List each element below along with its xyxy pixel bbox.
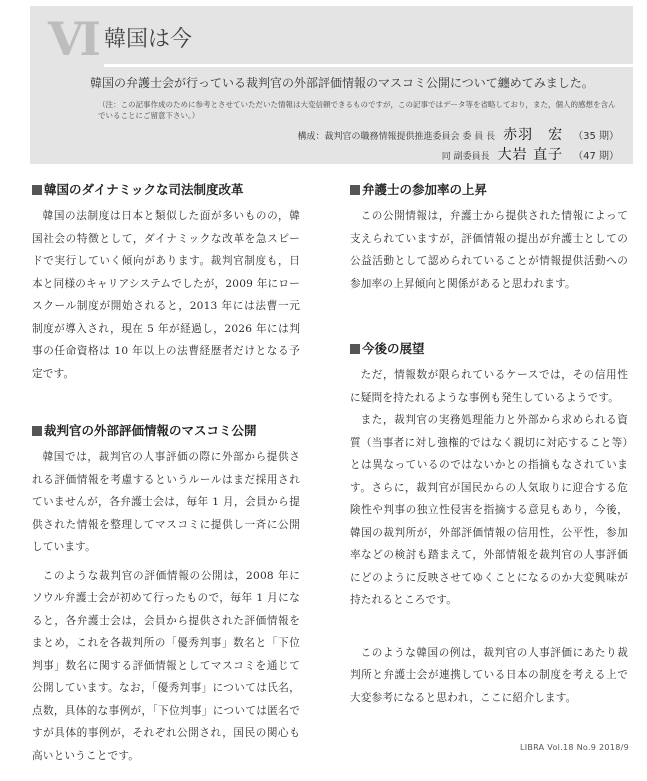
- paragraph: このような韓国の例は，裁判官の人事評価にあたり裁判所と弁護士会が連携している日本の制度を考える上で大変参考になると思われ，ここに紹介します。: [350, 646, 628, 704]
- credit-name: 大岩 直子: [497, 147, 564, 163]
- section-participation-rate: [350, 180, 628, 295]
- credit-vice-chair: [442, 144, 619, 164]
- paragraph: 韓国の法制度は日本と類似した面が多いものの，韓国社会の特徴として，ダイナミックな改革を急スピードで実行していく傾向があります。裁判官制度も，日本と同様のキャリアシステムでしたが，2009 年にロースクール制度が開始されると，2013 年には法曹一元制度が導入され，現在 5 年が経過し，2026 年には判事の任命資格は 10 年以上の法曹経歴者だけとなる予定です。: [32, 210, 300, 380]
- article-header: [30, 6, 633, 164]
- page-footer: LIBRA Vol.18 No.9 2018/9: [519, 743, 629, 752]
- credit-role: 同 副委員長: [441, 152, 490, 162]
- editor-note: （注：この記事作成のために参考とさせていただいた情報は大変信頼できるものですが，この記事ではデータ等を省略しており，また，個人的感想を含んでいることにご留意下さい。）: [98, 100, 616, 120]
- credit-role: 構成：裁判官の職務情報提供推進委員会 委 員 長: [297, 132, 496, 142]
- section-media-disclosure: [32, 421, 300, 767]
- section-heading: 弁護士の参加率の上昇: [350, 180, 628, 198]
- credit-term: （35 期）: [573, 131, 619, 142]
- paragraph: ただ，情報数が限られているケースでは，その信用性に疑問を持たれるような事例も発生しているようです。: [350, 369, 628, 404]
- paragraph: このような裁判官の評価情報の公開は，2008 年にソウル弁護士会が初めて行ったもので，毎年 1 月になると，各弁護士会は，会員から提供された評価情報をまとめ，これを各裁判所の「優秀判事」数名と「下位判事」数名に関する評価情報としてマスコミを通じて公開しています。なお，「優秀判事」については氏名，点数，具体的な事例が，「下位判事」については匿名ですが具体的事例が，それぞれ公開され，国民の関心も高いということです。: [32, 569, 300, 762]
- square-bullet-icon: [350, 344, 360, 354]
- section-outlook: [350, 339, 628, 709]
- article-title: 韓国は今: [104, 27, 193, 52]
- section-heading: 裁判官の外部評価情報のマスコミ公開: [32, 421, 300, 439]
- credit-term: （47 期）: [573, 151, 619, 162]
- credit-name: 赤羽 宏: [503, 127, 564, 143]
- section-heading: 今後の展望: [350, 339, 628, 357]
- right-column: [350, 180, 628, 723]
- title-divider: [104, 64, 633, 67]
- square-bullet-icon: [32, 426, 42, 436]
- paragraph: 韓国では，裁判官の人事評価の際に外部から提供される評価情報を考慮するというルールはまだ採用されていませんが，各弁護士会は，毎年 1 月，会員から提供された情報を整理してマスコミに提供し一斉に公開しています。: [32, 451, 300, 553]
- chapter-numeral: Ⅵ: [48, 14, 99, 65]
- paragraph: この公開情報は，弁護士から提供された情報によって支えられていますが，評価情報の提出が弁護士としての公益活動として認められていることが情報提供活動への参加率の上昇傾向と関係があると思われます。: [350, 210, 628, 290]
- section-heading: 韓国のダイナミックな司法制度改革: [32, 180, 300, 198]
- credit-chair: [298, 124, 620, 144]
- square-bullet-icon: [350, 185, 360, 195]
- square-bullet-icon: [32, 185, 42, 195]
- article-lead: 韓国の弁護士会が行っている裁判官の外部評価情報のマスコミ公開について纏めてみました。: [90, 76, 594, 90]
- section-judicial-reform: [32, 180, 300, 385]
- left-column: [32, 180, 300, 781]
- paragraph: また，裁判官の実務処理能力と外部から求められる資質（当事者に対し強権的ではなく親切に対応すること等）とは異なっているのではないかとの指摘もなされています。さらに，裁判官が国民からの人気取りに迎合する危険性や判事の独立性侵害を指摘する意見もあり，今後，韓国の裁判所が，外部評価情報の信用性，公平性，参加率などの検討も踏まえて，外部情報を裁判官の人事評価にどのように反映させてゆくことになるのか大変興味が持たれるところです。: [350, 414, 628, 606]
